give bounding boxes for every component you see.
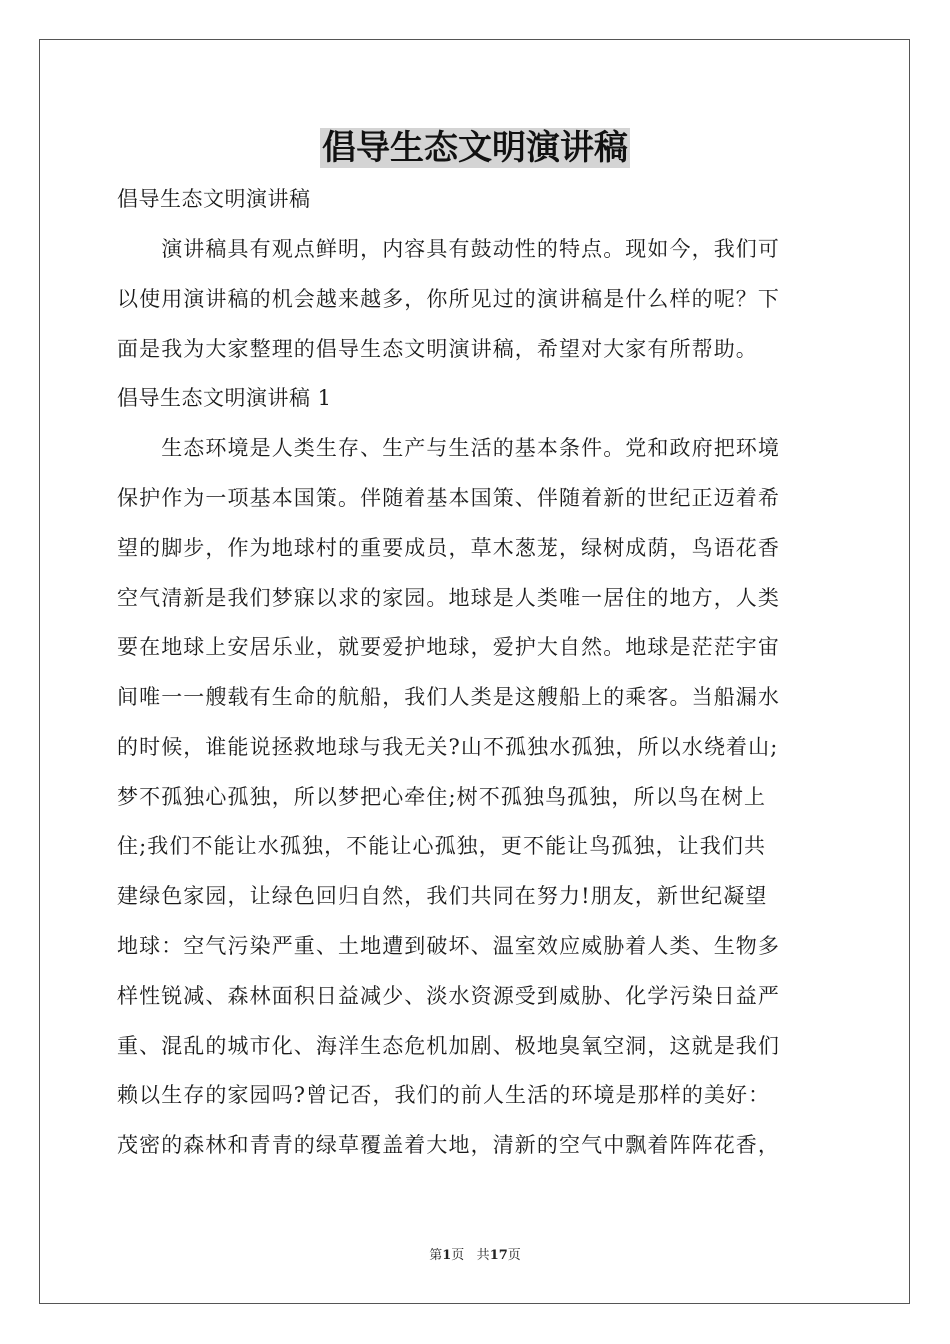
text-line: 赖以生存的家园吗?曾记否，我们的前人生活的环境是那样的美好： [117,1083,771,1107]
total-prefix: 共 [476,1248,490,1263]
text-line: 空气清新是我们梦寐以求的家园。地球是人类唯一居住的地方，人类 [117,586,780,610]
total-pages: 17 [489,1248,508,1263]
page-prefix: 第 [429,1248,443,1263]
document-title-text: 倡导生态文明演讲稿 [322,128,628,168]
text-line: 地球：空气污染严重、土地遭到破坏、温室效应威胁着人类、生物多 [117,934,780,958]
text-line: 样性锐减、森林面积日益减少、淡水资源受到威胁、化学污染日益严 [117,984,780,1008]
text-line: 梦不孤独心孤独，所以梦把心牵住;树不孤独鸟孤独，所以鸟在树上 [117,785,767,809]
text-line: 生态环境是人类生存、生产与生活的基本条件。党和政府把环境 [117,436,780,460]
text-line: 保护作为一项基本国策。伴随着基本国策、伴随着新的世纪正迈着希 [117,486,780,510]
document-title [0,124,950,172]
section-heading: 倡导生态文明演讲稿 1 [117,386,332,410]
text-line: 茂密的森林和青青的绿草覆盖着大地，清新的空气中飘着阵阵花香， [117,1133,780,1157]
text-line: 重、混乱的城市化、海洋生态危机加剧、极地臭氧空洞，这就是我们 [117,1034,780,1058]
text-line: 要在地球上安居乐业，就要爱护地球，爱护大自然。地球是茫茫宇宙 [117,635,780,659]
text-line: 演讲稿具有观点鲜明，内容具有鼓动性的特点。现如今，我们可 [117,237,780,261]
text-line: 间唯一一艘载有生命的航船，我们人类是这艘船上的乘客。当船漏水 [117,685,780,709]
total-suffix: 页 [507,1248,521,1263]
page-suffix: 页 [451,1248,465,1263]
subtitle-line: 倡导生态文明演讲稿 [117,187,311,211]
text-line: 望的脚步，作为地球村的重要成员，草木葱茏，绿树成荫，鸟语花香 [117,536,780,560]
page-border [39,39,910,1304]
text-line: 建绿色家园，让绿色回归自然，我们共同在努力!朋友，新世纪凝望 [117,884,768,908]
text-line: 面是我为大家整理的倡导生态文明演讲稿，希望对大家有所帮助。 [117,337,758,361]
text-line: 住;我们不能让水孤独，不能让心孤独，更不能让鸟孤独，让我们共 [117,834,767,858]
page-number: 1 [442,1248,452,1263]
text-line: 以使用演讲稿的机会越来越多，你所见过的演讲稿是什么样的呢？下 [117,287,780,311]
page-footer [0,1247,950,1265]
text-line: 的时候，谁能说拯救地球与我无关?山不孤独水孤独，所以水绕着山; [117,735,779,759]
